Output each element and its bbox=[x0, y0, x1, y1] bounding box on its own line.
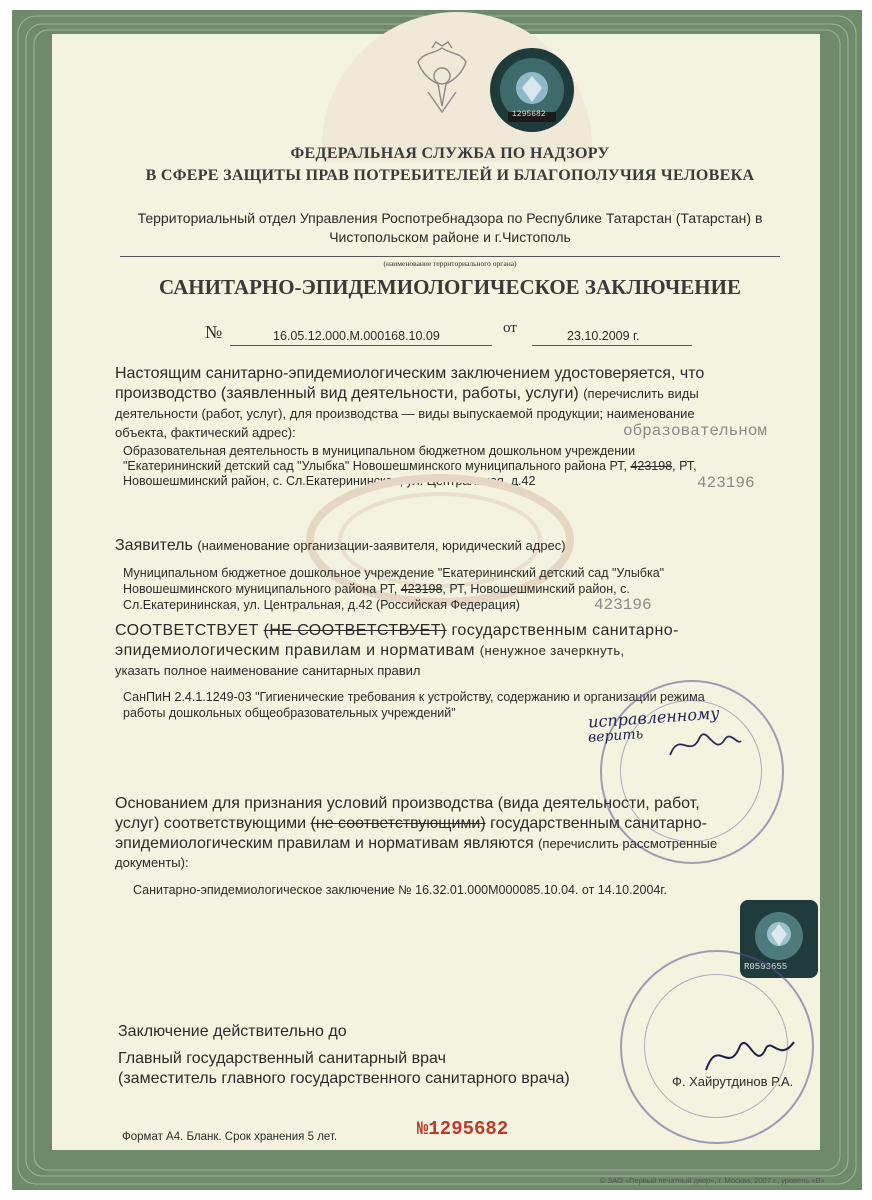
signatory-name: Ф. Хайрутдинов Р.А. bbox=[672, 1074, 794, 1089]
activity-line-3: Новошешминский район, с. Сл.Екатерининская, ул. Центральная, д.42 bbox=[123, 474, 536, 488]
activity-line-2-text: "Екатерининский детский сад "Улыбка" Новошешминского муниципального района РТ, bbox=[123, 459, 627, 473]
basis-line-2-main: услуг) соответствующими bbox=[115, 815, 307, 832]
department-caption: (наименование территориального органа) bbox=[383, 259, 517, 268]
applicant-line-1: Муниципальном бюджетное дошкольное учреждение "Екатерининский детский сад "Улыбка" bbox=[123, 566, 665, 580]
validity-label: Заключение действительно до bbox=[118, 1023, 347, 1040]
applicant-line-2 bbox=[123, 582, 630, 596]
date-underline bbox=[532, 345, 692, 346]
initials-signature bbox=[665, 725, 745, 765]
basis-document: Санитарно-эпидемиологическое заключение № 16.32.01.000М000085.10.04. от 14.10.2004г. bbox=[133, 883, 667, 897]
date-value: 23.10.2009 г. bbox=[567, 329, 640, 343]
compliance-line-1 bbox=[115, 622, 679, 640]
hologram-bottom-number: R0593655 bbox=[744, 962, 788, 972]
intro-line-3: деятельности (работ, услуг), для производства — виды выпускаемой продукции; наименование bbox=[115, 406, 695, 421]
intro-line-2-note: (перечислить виды bbox=[583, 386, 699, 401]
basis-struck-text: (не соответствующими) bbox=[310, 815, 486, 832]
intro-line-2-main: производство (заявленный вид деятельности, работы, услуги) bbox=[115, 385, 579, 402]
applicant-label: Заявитель bbox=[115, 537, 193, 554]
corresponds-word: СООТВЕТСТВУЕТ bbox=[115, 622, 259, 639]
agency-line-2: В СФЕРЕ ЗАЩИТЫ ПРАВ ПОТРЕБИТЕЛЕЙ И БЛАГОПОЛУЧИЯ ЧЕЛОВЕКА bbox=[145, 167, 755, 184]
handwritten-correction-note: исправленному bbox=[587, 703, 721, 732]
compliance-line-3: указать полное наименование санитарных правил bbox=[115, 663, 421, 678]
hologram-top-number: 1295682 bbox=[512, 110, 546, 119]
intro-line-1: Настоящим санитарно-эпидемиологическим заключением удостоверяется, что bbox=[115, 365, 705, 382]
not-corresponds-word: (НЕ СООТВЕТСТВУЕТ) bbox=[263, 622, 447, 639]
number-underline bbox=[230, 345, 492, 346]
compliance-line-2-note: (ненужное зачеркнуть, bbox=[479, 643, 625, 658]
coat-of-arms-icon bbox=[410, 40, 474, 116]
applicant-index-correction: 423196 bbox=[594, 596, 652, 614]
intro-line-4: объекта, фактический адрес): bbox=[115, 425, 296, 440]
basis-line-2 bbox=[115, 815, 707, 833]
activity-line-1: Образовательная деятельность в муниципальном бюджетном дошкольном учреждении bbox=[123, 444, 636, 458]
chief-doctor-line-2: (заместитель главного государственного санитарного врача) bbox=[118, 1070, 570, 1087]
compliance-line-2-main: эпидемиологическим правилам и нормативам bbox=[115, 642, 475, 659]
applicant-line-2-tail: , РТ, Новошешминский район, с. bbox=[442, 582, 630, 596]
intro-line-2 bbox=[115, 385, 699, 403]
number-label: № bbox=[205, 322, 223, 342]
form-serial-number: №1295682 bbox=[417, 1118, 509, 1140]
department-line-2: Чистопольском районе и г.Чистополь bbox=[329, 229, 571, 245]
correction-stamp-word: образовательном bbox=[623, 422, 768, 440]
compliance-line-2 bbox=[115, 642, 625, 660]
basis-line-2-tail: государственным санитарно- bbox=[490, 815, 707, 832]
basis-line-3 bbox=[115, 835, 717, 853]
applicant-line-3: Сл.Екатерининская, ул. Центральная, д.42 (Российская Федерация) bbox=[123, 598, 520, 612]
sanpin-line-2: работы дошкольных общеобразовательных учреждений" bbox=[123, 706, 456, 720]
activity-index-correction: 423196 bbox=[697, 474, 755, 492]
number-value: 16.05.12.000.М.000168.10.09 bbox=[273, 329, 440, 343]
printer-note: © ЗАО «Первый печатный двор», г. Москва, 2007 г., уровень «В» bbox=[600, 1176, 825, 1185]
hologram-top bbox=[488, 46, 576, 134]
agency-line-1: ФЕДЕРАЛЬНАЯ СЛУЖБА ПО НАДЗОРУ bbox=[290, 145, 610, 162]
chief-doctor-line-1: Главный государственный санитарный врач bbox=[118, 1050, 446, 1067]
from-label: от bbox=[503, 320, 517, 336]
activity-struck-index: 423198 bbox=[630, 459, 673, 473]
department-line-1: Территориальный отдел Управления Роспотребнадзора по Республике Татарстан (Татарстан) в bbox=[137, 210, 763, 226]
document-title: САНИТАРНО-ЭПИДЕМИОЛОГИЧЕСКОЕ ЗАКЛЮЧЕНИЕ bbox=[158, 275, 741, 299]
department-underline bbox=[120, 256, 780, 257]
compliance-line-1-tail: государственным санитарно- bbox=[451, 622, 679, 639]
applicant-line-2-text: Новошешминского муниципального района РТ, bbox=[123, 582, 398, 596]
applicant-label-row bbox=[115, 537, 566, 555]
basis-line-3-main: эпидемиологическим правилам и нормативам являются bbox=[115, 835, 534, 852]
applicant-struck-index: 423198 bbox=[400, 582, 443, 596]
basis-line-4: документы): bbox=[115, 855, 189, 870]
format-note: Формат А4. Бланк. Срок хранения 5 лет. bbox=[122, 1131, 338, 1143]
chief-signature bbox=[700, 1032, 800, 1080]
basis-line-1: Основанием для признания условий производства (вида деятельности, работ, bbox=[115, 795, 700, 812]
applicant-label-note: (наименование организации-заявителя, юридический адрес) bbox=[197, 538, 566, 553]
activity-line-2-tail: , РТ, bbox=[672, 459, 697, 473]
sanpin-line-1: СанПиН 2.4.1.1249-03 "Гигиенические требования к устройству, содержанию и организации режима bbox=[123, 690, 705, 704]
basis-line-3-note: (перечислить рассмотренные bbox=[538, 836, 718, 851]
handwritten-verify-note: верить bbox=[587, 726, 644, 746]
